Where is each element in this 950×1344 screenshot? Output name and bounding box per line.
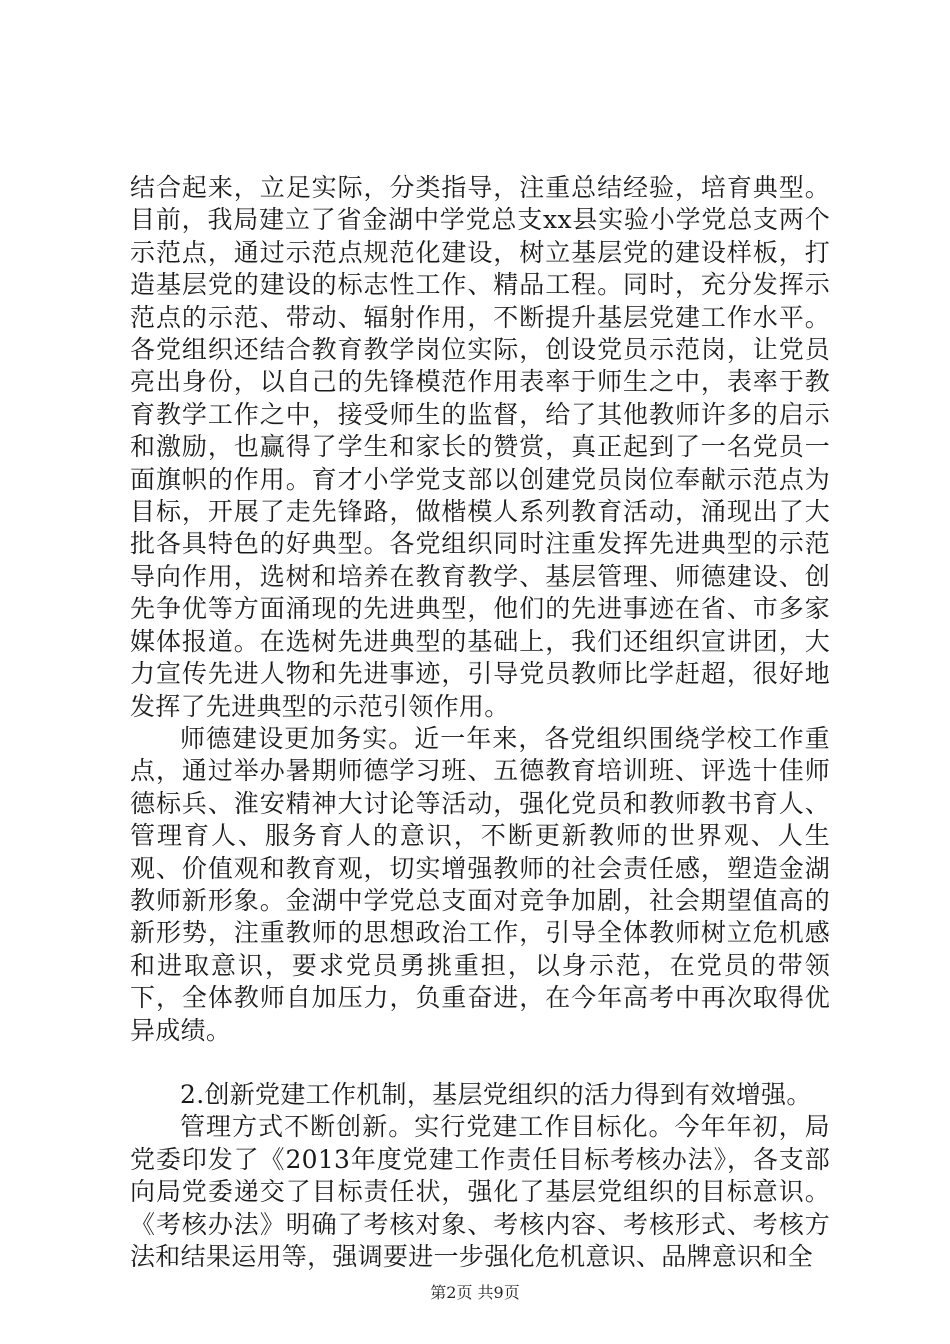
paragraph-teacher-ethics: 师德建设更加务实。近一年来，各党组织围绕学校工作重点，通过举办暑期师德学习班、五德教育培训班、评选十佳师德标兵、淮安精神大讨论等活动，强化党员和教师教书育人、管理育人、服务育人的意识，不断更新教师的世界观、人生观、价值观和教育观，切实增强教师的社会责任感，塑造金湖教师新形象。金湖中学党总支面对竞争加剧，社会期望值高的新形势，注重教师的思想政治工作，引导全体教师树立危机感和进取意识，要求党员勇挑重担，以身示范，在党员的带领下，全体教师自加压力，负重奋进，在今年高考中再次取得优异成绩。 <box>130 723 830 1045</box>
paragraph-management-innovation: 管理方式不断创新。实行党建工作目标化。今年年初，局党委印发了《2013年度党建工作责任目标考核办法》，各支部向局党委递交了目标责任状，强化了基层党组织的目标意识。《考核办法》明确了考核对象、考核内容、考核形式、考核方法和结果运用等，强调要进一步强化危机意识、品牌意识和全 <box>130 1112 830 1271</box>
paragraph-spacer <box>130 1047 830 1079</box>
section-heading-2: 2.创新党建工作机制，基层党组织的活力得到有效增强。 <box>180 1079 812 1109</box>
paragraph-model-demonstration: 结合起来，立足实际，分类指导，注重总结经验，培育典型。目前，我局建立了省金湖中学党总支xx县实验小学党总支两个示范点，通过示范点规范化建设，树立基层党的建设样板，打造基层党的建设的标志性工作、精品工程。同时，充分发挥示范点的示范、带动、辐射作用，不断提升基层党建工作水平。各党组织还结合教育教学岗位实际，创设党员示范岗，让党员亮出身份，以自己的先锋模范作用表率于师生之中，表率于教育教学工作之中，接受师生的监督，给了其他教师许多的启示和激励，也赢得了学生和家长的赞赏，真正起到了一名党员一面旗帜的作用。育才小学党支部以创建党员岗位奉献示范点为目标，开展了走先锋路，做楷模人系列教育活动，涌现出了大批各具特色的好典型。各党组织同时注重发挥先进典型的示范导向作用，选树和培养在教育教学、基层管理、师德建设、创先争优等方面涌现的先进典型，他们的先进事迹在省、市多家媒体报道。在选树先进典型的基础上，我们还组织宣讲团，大力宣传先进人物和先进事迹，引导党员教师比学赶超，很好地发挥了先进典型的示范引领作用。 <box>130 173 830 721</box>
page-footer: 第2页 共9页 <box>430 1283 520 1302</box>
document-body <box>130 172 830 1273</box>
